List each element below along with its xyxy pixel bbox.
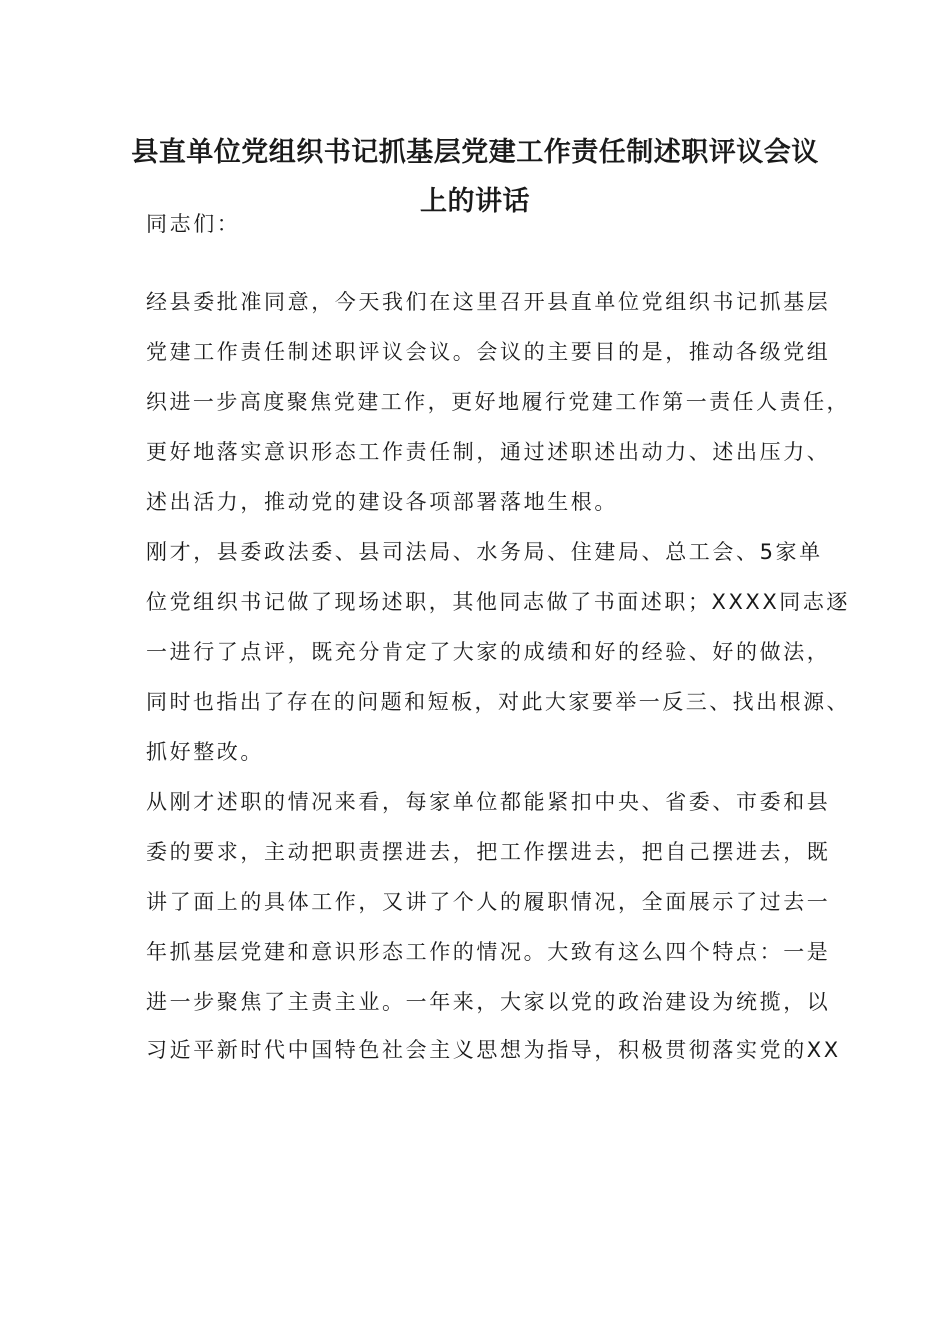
body-text-line: 述出活力，推动党的建设各项部署落地生根。 (146, 490, 618, 514)
body-text-line: 抓好整改。 (146, 740, 264, 764)
body-text-line: 进一步聚焦了主责主业。一年来，大家以党的政治建设为统揽，以 (146, 990, 831, 1014)
body-text-line: 讲了面上的具体工作，又讲了个人的履职情况，全面展示了过去一 (146, 890, 831, 914)
body-text-line: 位党组织书记做了现场述职，其他同志做了书面述职；XXXX同志逐 (146, 590, 850, 614)
body-text-line: 同时也指出了存在的问题和短板，对此大家要举一反三、找出根源、 (146, 690, 850, 714)
body-text-line: 经县委批准同意，今天我们在这里召开县直单位党组织书记抓基层 (146, 290, 831, 314)
body-text-line: 刚才，县委政法委、县司法局、水务局、住建局、总工会、5家单 (146, 540, 823, 564)
body-text-line: 习近平新时代中国特色社会主义思想为指导，积极贯彻落实党的XX (146, 1038, 841, 1062)
body-text-line: 年抓基层党建和意识形态工作的情况。大致有这么四个特点：一是 (146, 940, 831, 964)
salutation-line: 同志们： (146, 212, 241, 236)
document-title-line-1: 县直单位党组织书记抓基层党建工作责任制述职评议会议 (131, 137, 819, 168)
body-text-line: 织进一步高度聚焦党建工作，更好地履行党建工作第一责任人责任， (146, 390, 850, 414)
body-text-line: 更好地落实意识形态工作责任制，通过述职述出动力、述出压力、 (146, 440, 831, 464)
body-text-line: 党建工作责任制述职评议会议。会议的主要目的是，推动各级党组 (146, 340, 831, 364)
body-text-line: 从刚才述职的情况来看，每家单位都能紧扣中央、省委、市委和县 (146, 790, 831, 814)
document-title-line-2: 上的讲话 (420, 186, 530, 217)
body-text-line: 委的要求，主动把职责摆进去，把工作摆进去，把自己摆进去，既 (146, 840, 831, 864)
body-text-line: 一进行了点评，既充分肯定了大家的成绩和好的经验、好的做法， (146, 640, 831, 664)
